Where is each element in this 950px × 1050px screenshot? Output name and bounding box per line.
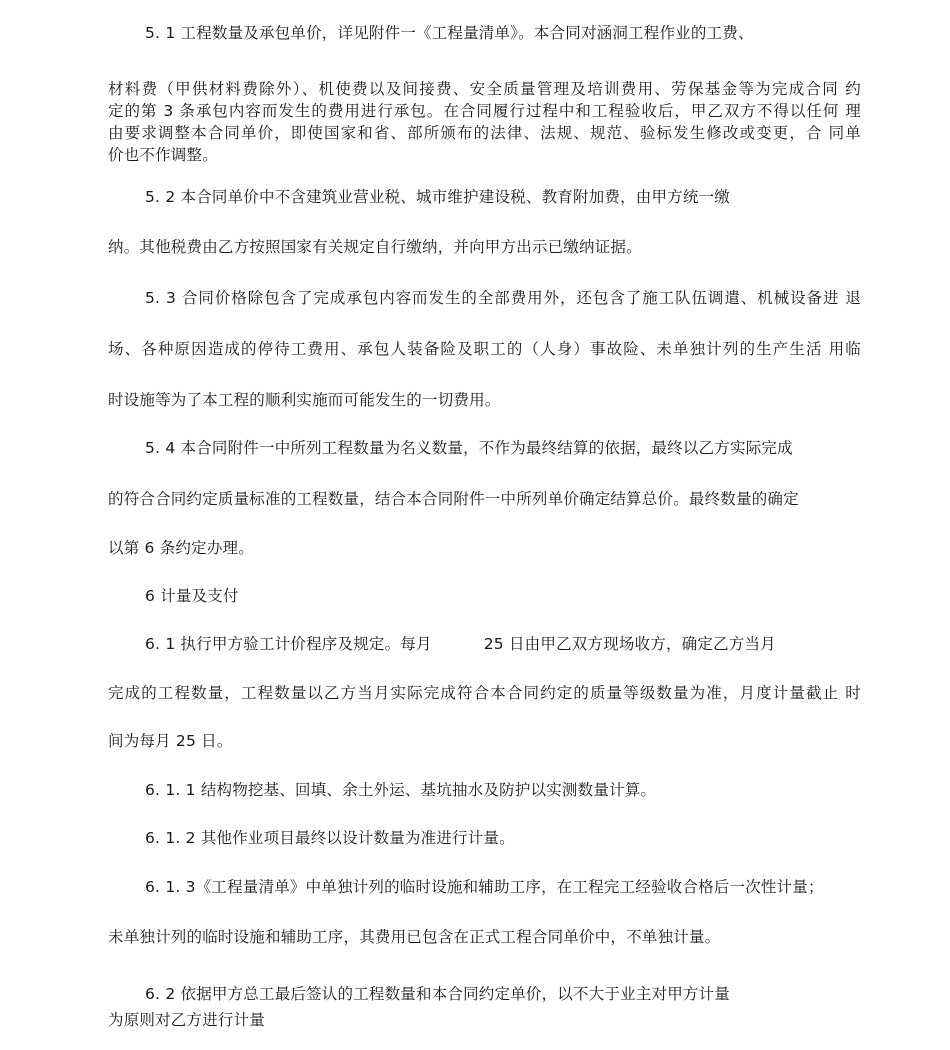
paragraph-line: 材料费（甲供材料费除外）、机使费以及间接费、安全质量管理及培训费用、劳保基金等为完成合同 约 [108, 80, 861, 98]
paragraph-line: 5. 1 工程数量及承包单价，详见附件一《工程量清单》。本合同对涵洞工程作业的工费、 [145, 24, 754, 42]
paragraph-line: 6. 1. 3《工程量清单》中单独计列的临时设施和辅助工序，在工程完工经验收合格后一次性计量； [145, 878, 824, 896]
paragraph-line: 6. 1. 2 其他作业项目最终以设计数量为准进行计量。 [145, 829, 515, 847]
paragraph-line: 为原则对乙方进行计量 [108, 1011, 266, 1029]
paragraph-line: 时设施等为了本工程的顺利实施而可能发生的一切费用。 [108, 391, 501, 409]
paragraph-line: 5. 2 本合同单价中不含建筑业营业税、城市维护建设税、教育附加费，由甲方统一缴 [145, 188, 731, 206]
paragraph-line: 未单独计列的临时设施和辅助工序，其费用已包含在正式工程合同单价中，不单独计量。 [108, 928, 721, 946]
paragraph-line: 5. 3 合同价格除包含了完成承包内容而发生的全部费用外，还包含了施工队伍调遣、机械设备进 退 [145, 289, 861, 307]
paragraph-line-part: 6. 1 执行甲方验工计价程序及规定。每月 [145, 635, 432, 653]
section-heading: 6 计量及支付 [145, 587, 239, 605]
paragraph-line [145, 633, 776, 655]
paragraph-line: 以第 6 条约定办理。 [108, 539, 254, 557]
paragraph-line: 间为每月 25 日。 [108, 732, 233, 750]
paragraph-line: 6. 2 依据甲方总工最后签认的工程数量和本合同约定单价，以不大于业主对甲方计量 [145, 985, 731, 1003]
paragraph-line: 完成的工程数量，工程数量以乙方当月实际完成符合本合同约定的质量等级数量为准，月度计量截止 时 [108, 684, 861, 702]
paragraph-line: 定的第 3 条承包内容而发生的费用进行承包。在合同履行过程中和工程验收后，甲乙双方不得以任何 理 [108, 102, 861, 120]
paragraph-line: 5. 4 本合同附件一中所列工程数量为名义数量，不作为最终结算的依据，最终以乙方实际完成 [145, 439, 793, 457]
paragraph-line: 纳。其他税费由乙方按照国家有关规定自行缴纳，并向甲方出示已缴纳证据。 [108, 238, 642, 256]
paragraph-line: 场、各种原因造成的停待工费用、承包人装备险及职工的（人身）事故险、未单独计列的生产生活 用临 [108, 340, 861, 358]
paragraph-line-part: 25 日由甲乙双方现场收方，确定乙方当月 [483, 635, 776, 653]
paragraph-line: 6. 1. 1 结构物挖基、回填、余土外运、基坑抽水及防护以实测数量计算。 [145, 781, 657, 799]
paragraph-line: 价也不作调整。 [108, 146, 218, 164]
paragraph-line: 由要求调整本合同单价，即使国家和省、部所颁布的法律、法规、规范、验标发生修改或变更，合 同单 [108, 124, 861, 142]
paragraph-line: 的符合合同约定质量标准的工程数量，结合本合同附件一中所列单价确定结算总价。最终数量的确定 [108, 490, 799, 508]
